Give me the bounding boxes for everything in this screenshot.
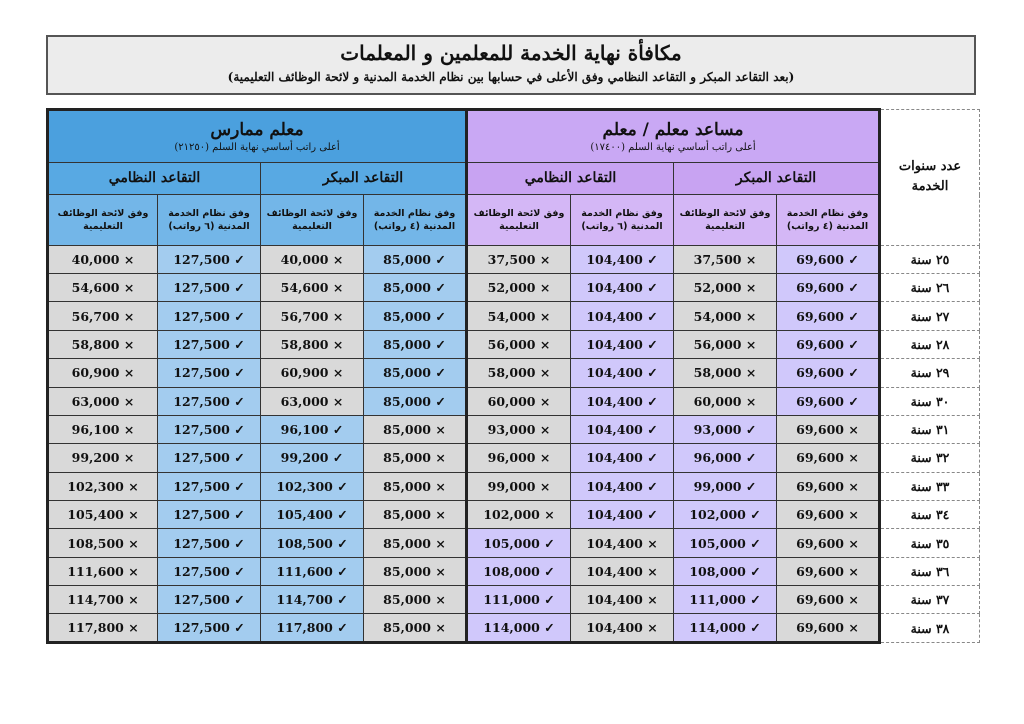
group-name-practitioner: معلم ممارس: [210, 119, 304, 140]
value-cell: 127,500 ✓: [158, 472, 261, 500]
value-cell: 127,500 ✓: [158, 501, 261, 529]
col-header-a-early-edu: وفق لائحة الوظائف التعليمية: [674, 195, 777, 246]
value-cell: 111,600 ✓: [261, 557, 364, 585]
value-cell: 85,000 ✓: [364, 302, 467, 330]
col-header-b-early-edu: وفق لائحة الوظائف التعليمية: [261, 195, 364, 246]
value-cell: 96,100 ×: [48, 415, 158, 443]
value-cell: 56,000 ×: [674, 330, 777, 358]
value-cell: 69,600 ✓: [777, 302, 880, 330]
subheader-practitioner-regular: التقاعد النظامي: [48, 162, 261, 194]
value-cell: 127,500 ✓: [158, 302, 261, 330]
subheader-assistant-early: التقاعد المبكر: [674, 162, 880, 194]
table-row: [48, 274, 980, 302]
value-cell: 58,000 ×: [674, 359, 777, 387]
value-cell: 60,000 ×: [674, 387, 777, 415]
value-cell: 85,000 ×: [364, 501, 467, 529]
value-cell: 58,800 ×: [261, 330, 364, 358]
value-cell: 104,400 ✓: [571, 444, 674, 472]
value-cell: 69,600 ×: [777, 529, 880, 557]
subheader-practitioner-early: التقاعد المبكر: [261, 162, 467, 194]
col-header-b-early-civil: وفق نظام الخدمة المدنية (٤ رواتب): [364, 195, 467, 246]
value-cell: 108,000 ✓: [674, 557, 777, 585]
value-cell: 104,400 ✓: [571, 359, 674, 387]
value-cell: 85,000 ×: [364, 529, 467, 557]
group-name-assistant: مساعد معلم / معلم: [602, 119, 744, 140]
years-cell: ٣٧ سنة: [880, 586, 980, 614]
value-cell: 104,400 ✓: [571, 501, 674, 529]
col-header-b-regular-edu: وفق لائحة الوظائف التعليمية: [48, 195, 158, 246]
col-header-a-regular-edu: وفق لائحة الوظائف التعليمية: [467, 195, 571, 246]
years-cell: ٢٥ سنة: [880, 245, 980, 273]
page-title: مكافأة نهاية الخدمة للمعلمين و المعلمات: [340, 41, 682, 65]
value-cell: 102,300 ×: [48, 472, 158, 500]
value-cell: 105,000 ✓: [467, 529, 571, 557]
years-cell: ٢٨ سنة: [880, 330, 980, 358]
years-cell: ٣٨ سنة: [880, 614, 980, 643]
value-cell: 127,500 ✓: [158, 387, 261, 415]
value-cell: 99,200 ×: [48, 444, 158, 472]
value-cell: 99,000 ×: [467, 472, 571, 500]
value-cell: 96,000 ×: [467, 444, 571, 472]
value-cell: 104,400 ×: [571, 614, 674, 643]
value-cell: 85,000 ✓: [364, 274, 467, 302]
value-cell: 117,800 ✓: [261, 614, 364, 643]
years-cell: ٣٦ سنة: [880, 557, 980, 585]
value-cell: 127,500 ✓: [158, 415, 261, 443]
value-cell: 69,600 ×: [777, 501, 880, 529]
table-row: [48, 472, 980, 500]
value-cell: 58,000 ×: [467, 359, 571, 387]
value-cell: 85,000 ✓: [364, 245, 467, 273]
value-cell: 111,600 ×: [48, 557, 158, 585]
value-cell: 54,600 ×: [48, 274, 158, 302]
value-cell: 105,400 ✓: [261, 501, 364, 529]
value-cell: 104,400 ✓: [571, 245, 674, 273]
value-cell: 69,600 ✓: [777, 330, 880, 358]
value-cell: 52,000 ×: [674, 274, 777, 302]
value-cell: 69,600 ×: [777, 472, 880, 500]
value-cell: 93,000 ✓: [674, 415, 777, 443]
value-cell: 69,600 ×: [777, 415, 880, 443]
value-cell: 85,000 ✓: [364, 330, 467, 358]
value-cell: 111,000 ✓: [467, 586, 571, 614]
value-cell: 108,500 ×: [48, 529, 158, 557]
table-row: [48, 529, 980, 557]
value-cell: 105,400 ×: [48, 501, 158, 529]
table-row: [48, 359, 980, 387]
years-cell: ٢٩ سنة: [880, 359, 980, 387]
value-cell: 85,000 ×: [364, 614, 467, 643]
table-row: [48, 614, 980, 643]
col-header-b-regular-civil: وفق نظام الخدمة المدنية (٦ رواتب): [158, 195, 261, 246]
group-note-practitioner: أعلى راتب أساسي نهاية السلم (٢١٢٥٠): [174, 141, 340, 153]
years-cell: ٣٢ سنة: [880, 444, 980, 472]
years-cell: ٣٤ سنة: [880, 501, 980, 529]
value-cell: 111,000 ✓: [674, 586, 777, 614]
value-cell: 69,600 ×: [777, 614, 880, 643]
value-cell: 69,600 ✓: [777, 245, 880, 273]
value-cell: 104,400 ×: [571, 529, 674, 557]
table-row: [48, 444, 980, 472]
value-cell: 54,600 ×: [261, 274, 364, 302]
value-cell: 104,400 ✓: [571, 387, 674, 415]
title-box: [46, 35, 976, 95]
page-subtitle: (بعد التقاعد المبكر و التقاعد النظامي وفق الأعلى في حسابها بين نظام الخدمة المدنية و لائحة الوظائف التعليمية): [227, 70, 795, 84]
years-cell: ٣٠ سنة: [880, 387, 980, 415]
value-cell: 104,400 ×: [571, 557, 674, 585]
group-note-assistant: أعلى راتب أساسي نهاية السلم (١٧٤٠٠): [590, 141, 756, 153]
value-cell: 102,000 ✓: [674, 501, 777, 529]
value-cell: 85,000 ×: [364, 586, 467, 614]
value-cell: 127,500 ✓: [158, 586, 261, 614]
value-cell: 99,200 ✓: [261, 444, 364, 472]
table-row: [48, 330, 980, 358]
value-cell: 69,600 ✓: [777, 359, 880, 387]
bonus-table: [46, 108, 980, 644]
value-cell: 60,900 ×: [48, 359, 158, 387]
value-cell: 114,000 ✓: [674, 614, 777, 643]
group-header-practitioner: [48, 110, 467, 163]
value-cell: 52,000 ×: [467, 274, 571, 302]
value-cell: 40,000 ×: [261, 245, 364, 273]
value-cell: 96,100 ✓: [261, 415, 364, 443]
value-cell: 127,500 ✓: [158, 557, 261, 585]
value-cell: 104,400 ✓: [571, 472, 674, 500]
table-row: [48, 586, 980, 614]
years-header: عدد سنوات الخدمة: [880, 110, 980, 246]
table-row: [48, 557, 980, 585]
value-cell: 127,500 ✓: [158, 330, 261, 358]
table-row: [48, 245, 980, 273]
value-cell: 85,000 ✓: [364, 387, 467, 415]
table-row: [48, 415, 980, 443]
value-cell: 127,500 ✓: [158, 444, 261, 472]
years-cell: ٢٧ سنة: [880, 302, 980, 330]
bonus-table-container: [46, 108, 978, 644]
years-cell: ٣٣ سنة: [880, 472, 980, 500]
value-cell: 102,300 ✓: [261, 472, 364, 500]
value-cell: 85,000 ×: [364, 444, 467, 472]
value-cell: 54,000 ×: [674, 302, 777, 330]
value-cell: 60,900 ×: [261, 359, 364, 387]
group-header-assistant: [467, 110, 880, 163]
value-cell: 85,000 ✓: [364, 359, 467, 387]
value-cell: 40,000 ×: [48, 245, 158, 273]
value-cell: 69,600 ×: [777, 444, 880, 472]
value-cell: 104,400 ✓: [571, 302, 674, 330]
value-cell: 69,600 ✓: [777, 387, 880, 415]
value-cell: 96,000 ✓: [674, 444, 777, 472]
col-header-a-early-civil: وفق نظام الخدمة المدنية (٤ رواتب): [777, 195, 880, 246]
value-cell: 117,800 ×: [48, 614, 158, 643]
value-cell: 127,500 ✓: [158, 359, 261, 387]
value-cell: 37,500 ×: [467, 245, 571, 273]
subheader-assistant-regular: التقاعد النظامي: [467, 162, 674, 194]
value-cell: 127,500 ✓: [158, 529, 261, 557]
value-cell: 104,400 ×: [571, 586, 674, 614]
table-row: [48, 302, 980, 330]
value-cell: 85,000 ×: [364, 557, 467, 585]
value-cell: 69,600 ✓: [777, 274, 880, 302]
value-cell: 104,400 ✓: [571, 415, 674, 443]
value-cell: 114,000 ✓: [467, 614, 571, 643]
value-cell: 127,500 ✓: [158, 614, 261, 643]
value-cell: 56,700 ×: [48, 302, 158, 330]
value-cell: 93,000 ×: [467, 415, 571, 443]
value-cell: 54,000 ×: [467, 302, 571, 330]
value-cell: 104,400 ✓: [571, 330, 674, 358]
value-cell: 56,700 ×: [261, 302, 364, 330]
value-cell: 127,500 ✓: [158, 274, 261, 302]
value-cell: 69,600 ×: [777, 586, 880, 614]
value-cell: 63,000 ×: [48, 387, 158, 415]
value-cell: 60,000 ×: [467, 387, 571, 415]
value-cell: 104,400 ✓: [571, 274, 674, 302]
value-cell: 105,000 ✓: [674, 529, 777, 557]
value-cell: 114,700 ×: [48, 586, 158, 614]
value-cell: 102,000 ×: [467, 501, 571, 529]
col-header-a-regular-civil: وفق نظام الخدمة المدنية (٦ رواتب): [571, 195, 674, 246]
value-cell: 108,000 ✓: [467, 557, 571, 585]
value-cell: 85,000 ×: [364, 472, 467, 500]
value-cell: 99,000 ✓: [674, 472, 777, 500]
value-cell: 114,700 ✓: [261, 586, 364, 614]
value-cell: 127,500 ✓: [158, 245, 261, 273]
value-cell: 63,000 ×: [261, 387, 364, 415]
value-cell: 108,500 ✓: [261, 529, 364, 557]
value-cell: 85,000 ×: [364, 415, 467, 443]
table-row: [48, 501, 980, 529]
value-cell: 58,800 ×: [48, 330, 158, 358]
years-cell: ٣٥ سنة: [880, 529, 980, 557]
years-cell: ٣١ سنة: [880, 415, 980, 443]
value-cell: 37,500 ×: [674, 245, 777, 273]
value-cell: 69,600 ×: [777, 557, 880, 585]
years-cell: ٢٦ سنة: [880, 274, 980, 302]
table-row: [48, 387, 980, 415]
value-cell: 56,000 ×: [467, 330, 571, 358]
